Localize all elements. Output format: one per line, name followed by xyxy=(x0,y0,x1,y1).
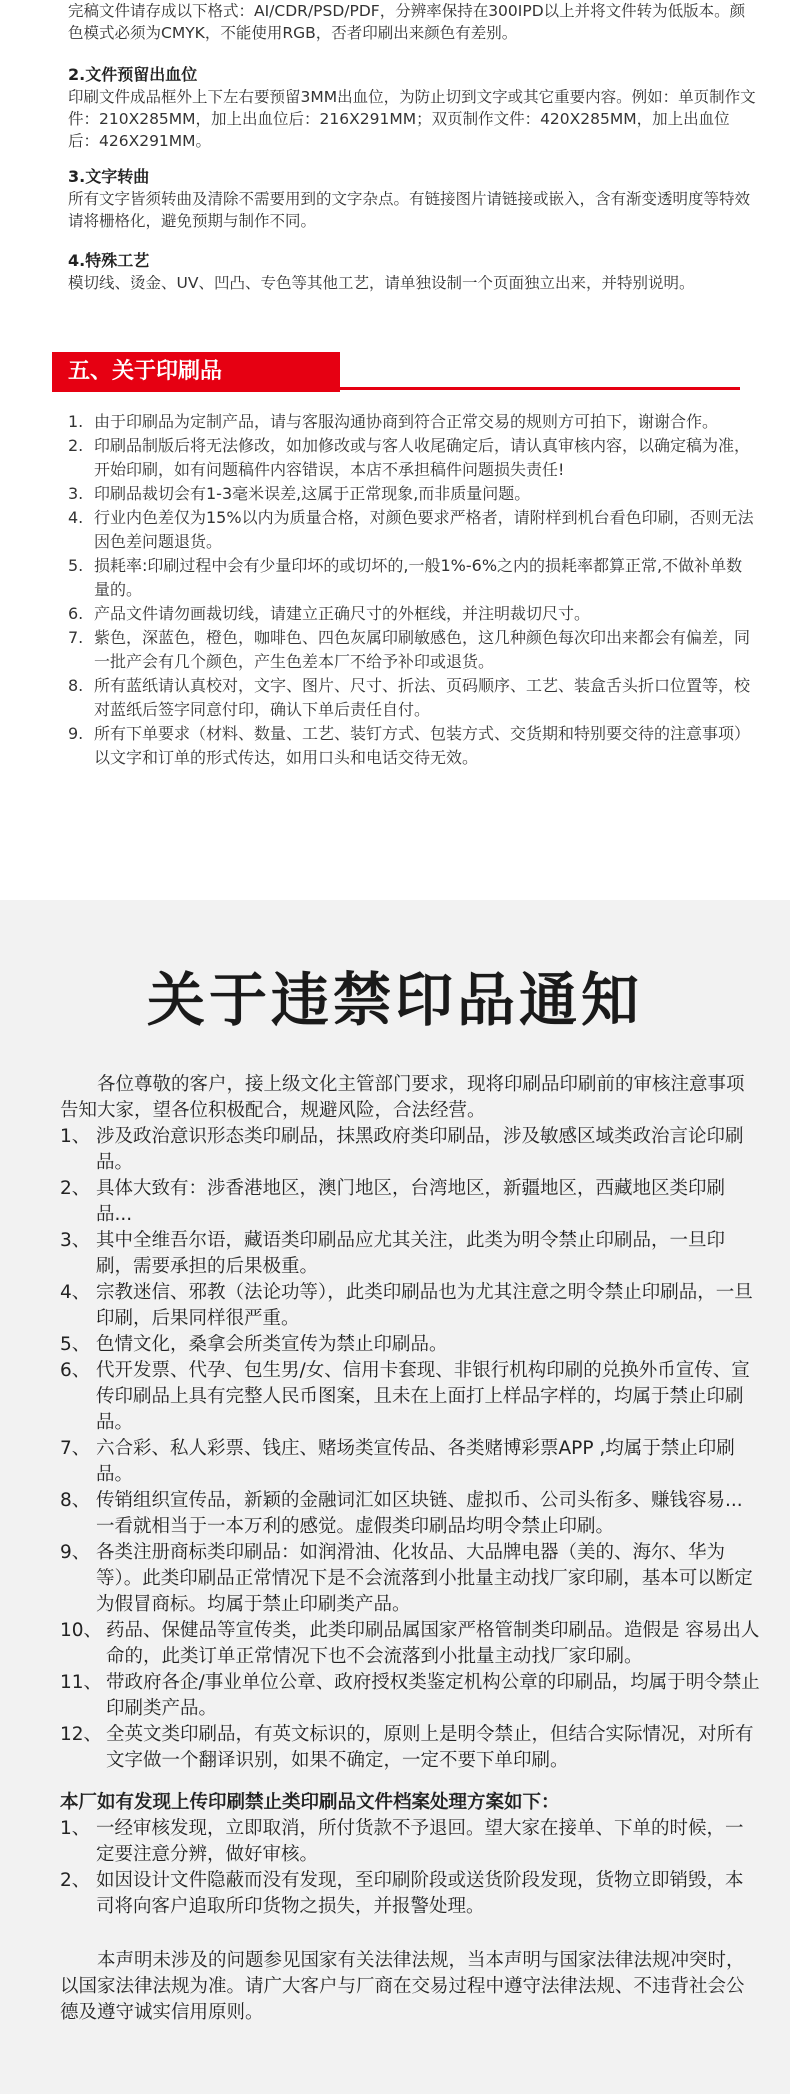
list-item: 9. 所有下单要求（材料、数量、工艺、装钉方式、包装方式、交货期和特别要交待的注意事项）以文字和订单的形式传达，如用口头和电话交待无效。 xyxy=(68,724,751,767)
list-item: 3、 其中全维吾尔语，藏语类印刷品应尤其关注，此类为明令禁止印刷品，一旦印刷，需要承担的后果极重。 xyxy=(60,1230,726,1277)
list-item: 8、 传销组织宣传品，新颖的金融词汇如区块链、虚拟币、公司头衔多、赚钱容易...一看就相当于一本万利的感觉。虚假类印刷品均明令禁止印刷。 xyxy=(60,1490,743,1537)
list-item: 1、 一经审核发现，立即取消，所付货款不予退回。望大家在接单、下单的时候，一定要注意分辨，做好审核。 xyxy=(60,1818,744,1865)
list-item: 6、 代开发票、代孕、包生男/女、信用卡套现、非银行机构印刷的兑换外币宣传、宣传印刷品上具有完整人民币图案，且未在上面打上样品字样的，均属于禁止印刷品。 xyxy=(60,1360,750,1433)
list-item: 6. 产品文件请勿画裁切线，请建立正确尺寸的外框线，并注明裁切尺寸。 xyxy=(68,604,591,623)
closing-statement: 本声明未涉及的问题参见国家有关法律法规，当本声明与国家法律法规冲突时，以国家法律法规为准。请广大客户与厂商在交易过程中遵守法律法规、不违背社会公德及遵守诚实信用原则。 xyxy=(60,1950,745,2023)
list-item: 3. 印刷品裁切会有1-3毫米误差,这属于正常现象,而非质量问题。 xyxy=(68,484,531,503)
bleed-body: 印刷文件成品框外上下左右要预留3MM出血位，为防止切到文字或其它重要内容。例如：单页制作文件：210X285MM，加上出血位后：216X291MM；双页制作文件：420X285MM，加上出血位后：426X291MM。 xyxy=(68,88,756,150)
list-item: 4. 行业内色差仅为15%以内为质量合格，对颜色要求严格者，请附样到机台看色印刷，否则无法因色差问题退货。 xyxy=(68,508,754,551)
section5-title: 五、关于印刷品 xyxy=(52,352,340,392)
list-item: 7、 六合彩、私人彩票、钱庄、赌场类宣传品、各类赌博彩票APP ,均属于禁止印刷品。 xyxy=(60,1438,735,1485)
list-item: 8. 所有蓝纸请认真校对，文字、图片、尺寸、折法、页码顺序、工艺、装盒舌头折口位置等，校对蓝纸后签字同意付印，确认下单后责任自付。 xyxy=(68,676,751,719)
special-process-body: 模切线、烫金、UV、凹凸、专色等其他工艺，请单独设制一个页面独立出来，并特别说明。 xyxy=(68,274,695,292)
notice-intro: 各位尊敬的客户，接上级文化主管部门要求，现将印刷品印刷前的审核注意事项告知大家，望各位积极配合，规避风险，合法经营。 xyxy=(60,1074,745,1121)
list-item: 9、 各类注册商标类印刷品：如润滑油、化妆品、大品牌电器（美的、海尔、华为等）。此类印刷品正常情况下是不会流落到小批量主动找厂家印刷，基本可以断定为假冒商标。均属于禁止印刷类产品。 xyxy=(60,1542,753,1615)
section5-list xyxy=(68,410,758,770)
text-outline-title: 3.文字转曲 xyxy=(68,167,150,186)
list-item: 5、 色情文化，桑拿会所类宣传为禁止印刷品。 xyxy=(60,1334,448,1355)
list-item: 7. 紫色，深蓝色，橙色，咖啡色、四色灰属印刷敏感色，这几种颜色每次印出来都会有偏差，同一批产会有几个颜色，产生色差本厂不给予补印或退货。 xyxy=(68,628,751,671)
list-item: 11、 带政府各企/事业单位公章、政府授权类鉴定机构公章的印刷品，均属于明令禁止印刷类产品。 xyxy=(60,1672,760,1719)
notice-body xyxy=(60,1072,760,2026)
list-item: 2、 具体大致有：涉香港地区，澳门地区，台湾地区，新疆地区，西藏地区类印刷品... xyxy=(60,1178,726,1225)
bleed-section xyxy=(68,64,758,152)
list-item: 1. 由于印刷品为定制产品，请与客服沟通协商到符合正常交易的规则方可拍下，谢谢合作。 xyxy=(68,412,719,431)
text-outline-section xyxy=(68,166,758,232)
bleed-title: 2.文件预留出血位 xyxy=(68,65,198,84)
notice-list xyxy=(60,1124,760,1774)
text-outline-body: 所有文字皆须转曲及清除不需要用到的文字杂点。有链接图片请链接或嵌入，含有渐变透明度等特效请将栅格化，避免预期与制作不同。 xyxy=(68,190,751,230)
print-requirements-section xyxy=(0,0,790,900)
list-item: 4、 宗教迷信、邪教（法论功等），此类印刷品也为尤其注意之明令禁止印刷品，一旦印刷，后果同样很严重。 xyxy=(60,1282,753,1329)
list-item: 2、 如因设计文件隐蔽而没有发现，至印刷阶段或送货阶段发现，货物立即销毁，本司将向客户追取所印货物之损失，并报警处理。 xyxy=(60,1870,744,1917)
factory-list xyxy=(60,1816,760,1920)
list-item: 1、 涉及政治意识形态类印刷品，抹黑政府类印刷品，涉及敏感区域类政治言论印刷品。 xyxy=(60,1126,744,1173)
list-item: 12、 全英文类印刷品，有英文标识的，原则上是明令禁止，但结合实际情况，对所有文字做一个翻译识别，如果不确定，一定不要下单印刷。 xyxy=(60,1724,754,1771)
banner-underline xyxy=(340,387,740,390)
file-format-text: 完稿文件请存成以下格式：AI/CDR/PSD/PDF，分辨率保持在300IPD以上并将文件转为低版本。颜色模式必须为CMYK，不能使用RGB，否者印刷出来颜色有差别。 xyxy=(68,2,746,42)
list-item: 5. 损耗率:印刷过程中会有少量印坏的或切坏的,一般1%-6%之内的损耗率都算正常,不做补单数量的。 xyxy=(68,556,743,599)
factory-heading: 本厂如有发现上传印刷禁止类印刷品文件档案处理方案如下： xyxy=(60,1792,560,1813)
list-item: 10、 药品、保健品等宣传类，此类印刷品属国家严格管制类印刷品。造假是 容易出人命的，此类订单正常情况下也不会流落到小批量主动找厂家印刷。 xyxy=(60,1620,760,1667)
special-process-section xyxy=(68,250,758,294)
special-process-title: 4.特殊工艺 xyxy=(68,251,150,270)
list-item: 2. 印刷品制版后将无法修改，如加修改或与客人收尾确定后，请认真审核内容，以确定稿为准，开始印刷，如有问题稿件内容错误，本店不承担稿件问题损失责任! xyxy=(68,436,751,479)
notice-title: 关于违禁印品通知 xyxy=(146,966,643,1034)
section5-banner xyxy=(52,352,740,392)
